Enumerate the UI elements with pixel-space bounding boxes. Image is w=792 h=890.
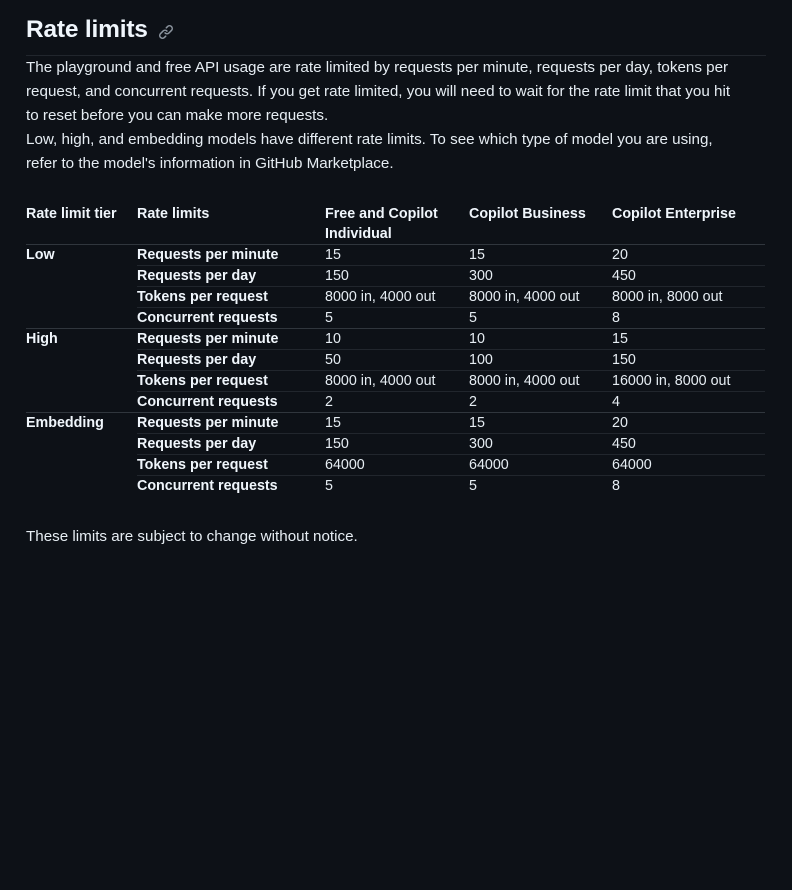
page-header <box>26 0 766 56</box>
table-row <box>26 265 765 286</box>
cell-tier: High <box>26 328 137 349</box>
table-row <box>26 307 765 328</box>
cell-tier <box>26 307 137 328</box>
title-row <box>26 14 766 46</box>
cell-free-and-copilot-individual: 150 <box>325 265 469 286</box>
cell-copilot-enterprise: 8 <box>612 307 765 328</box>
column-header-free-and-copilot-individual: Free and Copilot Individual <box>325 205 438 242</box>
column-header-rate-limit-tier: Rate limit tier <box>26 205 117 222</box>
cell-tier <box>26 475 137 496</box>
table-row <box>26 412 765 433</box>
cell-free-and-copilot-individual: 8000 in, 4000 out <box>325 370 469 391</box>
cell-copilot-business: 5 <box>469 475 612 496</box>
cell-free-and-copilot-individual: 2 <box>325 391 469 412</box>
cell-copilot-business: 100 <box>469 349 612 370</box>
cell-copilot-business: 8000 in, 4000 out <box>469 286 612 307</box>
cell-copilot-business: 300 <box>469 265 612 286</box>
cell-copilot-enterprise: 150 <box>612 349 765 370</box>
cell-rate-limit: Tokens per request <box>137 370 325 391</box>
cell-copilot-business: 300 <box>469 433 612 454</box>
column-header-rate-limits: Rate limits <box>137 205 210 222</box>
cell-copilot-enterprise: 8 <box>612 475 765 496</box>
cell-tier <box>26 265 137 286</box>
table-header-row <box>26 204 765 245</box>
cell-free-and-copilot-individual: 5 <box>325 475 469 496</box>
cell-copilot-business: 10 <box>469 328 612 349</box>
page-title: Rate limits <box>26 16 148 43</box>
table-row <box>26 328 765 349</box>
cell-tier <box>26 433 137 454</box>
cell-tier <box>26 370 137 391</box>
cell-rate-limit: Concurrent requests <box>137 391 325 412</box>
cell-rate-limit: Requests per minute <box>137 328 325 349</box>
footer-note: These limits are subject to change without notice. <box>26 527 358 545</box>
intro-paragraph-1: The playground and free API usage are rate limited by requests per minute, requests per day, tokens per request, and concurrent requests. If you get rate limited, you will need to wait for the rate limit that you hit to reset before you can make more requests. <box>26 58 731 124</box>
table-row <box>26 349 765 370</box>
cell-copilot-enterprise: 20 <box>612 246 628 263</box>
cell-rate-limit: Requests per minute <box>137 412 325 433</box>
cell-free-and-copilot-individual: 50 <box>325 349 469 370</box>
cell-free-and-copilot-individual: 15 <box>325 246 341 263</box>
cell-copilot-business: 2 <box>469 391 612 412</box>
cell-tier: Low <box>26 246 55 263</box>
table-row <box>26 391 765 412</box>
cell-copilot-enterprise: 16000 in, 8000 out <box>612 370 765 391</box>
cell-rate-limit: Requests per day <box>137 265 325 286</box>
cell-tier <box>26 349 137 370</box>
cell-rate-limit: Tokens per request <box>137 286 325 307</box>
cell-copilot-enterprise: 20 <box>612 412 765 433</box>
cell-copilot-business: 5 <box>469 307 612 328</box>
table-row <box>26 475 765 496</box>
cell-copilot-enterprise: 15 <box>612 328 765 349</box>
cell-free-and-copilot-individual: 150 <box>325 433 469 454</box>
table-row <box>26 370 765 391</box>
column-header-copilot-business: Copilot Business <box>469 205 586 222</box>
cell-copilot-enterprise: 8000 in, 8000 out <box>612 286 765 307</box>
cell-rate-limit: Requests per minute <box>137 246 279 263</box>
cell-tier <box>26 391 137 412</box>
table-body <box>26 244 765 496</box>
cell-copilot-business: 8000 in, 4000 out <box>469 370 612 391</box>
table-row <box>26 454 765 475</box>
cell-free-and-copilot-individual: 64000 <box>325 454 469 475</box>
cell-rate-limit: Requests per day <box>137 349 325 370</box>
cell-rate-limit: Concurrent requests <box>137 307 325 328</box>
cell-tier <box>26 454 137 475</box>
cell-free-and-copilot-individual: 8000 in, 4000 out <box>325 286 469 307</box>
cell-rate-limit: Requests per day <box>137 433 325 454</box>
intro-paragraph-2: Low, high, and embedding models have different rate limits. To see which type of model you are using, refer to the model's information in GitHub Marketplace. <box>26 130 713 172</box>
cell-copilot-enterprise: 450 <box>612 433 765 454</box>
cell-copilot-enterprise: 64000 <box>612 454 765 475</box>
cell-tier: Embedding <box>26 412 137 433</box>
table-row <box>26 286 765 307</box>
column-header-copilot-enterprise: Copilot Enterprise <box>612 205 736 222</box>
cell-tier <box>26 286 137 307</box>
cell-copilot-business: 15 <box>469 412 612 433</box>
cell-free-and-copilot-individual: 5 <box>325 307 469 328</box>
cell-copilot-business: 64000 <box>469 454 612 475</box>
rate-limits-table <box>26 204 765 496</box>
cell-free-and-copilot-individual: 10 <box>325 328 469 349</box>
table-row <box>26 244 765 265</box>
cell-copilot-enterprise: 4 <box>612 391 765 412</box>
cell-copilot-enterprise: 450 <box>612 265 765 286</box>
table-row <box>26 433 765 454</box>
cell-rate-limit: Concurrent requests <box>137 475 325 496</box>
table-head <box>26 204 765 245</box>
cell-copilot-business: 15 <box>469 246 485 263</box>
cell-free-and-copilot-individual: 15 <box>325 412 469 433</box>
cell-rate-limit: Tokens per request <box>137 454 325 475</box>
link-icon[interactable] <box>158 24 174 40</box>
